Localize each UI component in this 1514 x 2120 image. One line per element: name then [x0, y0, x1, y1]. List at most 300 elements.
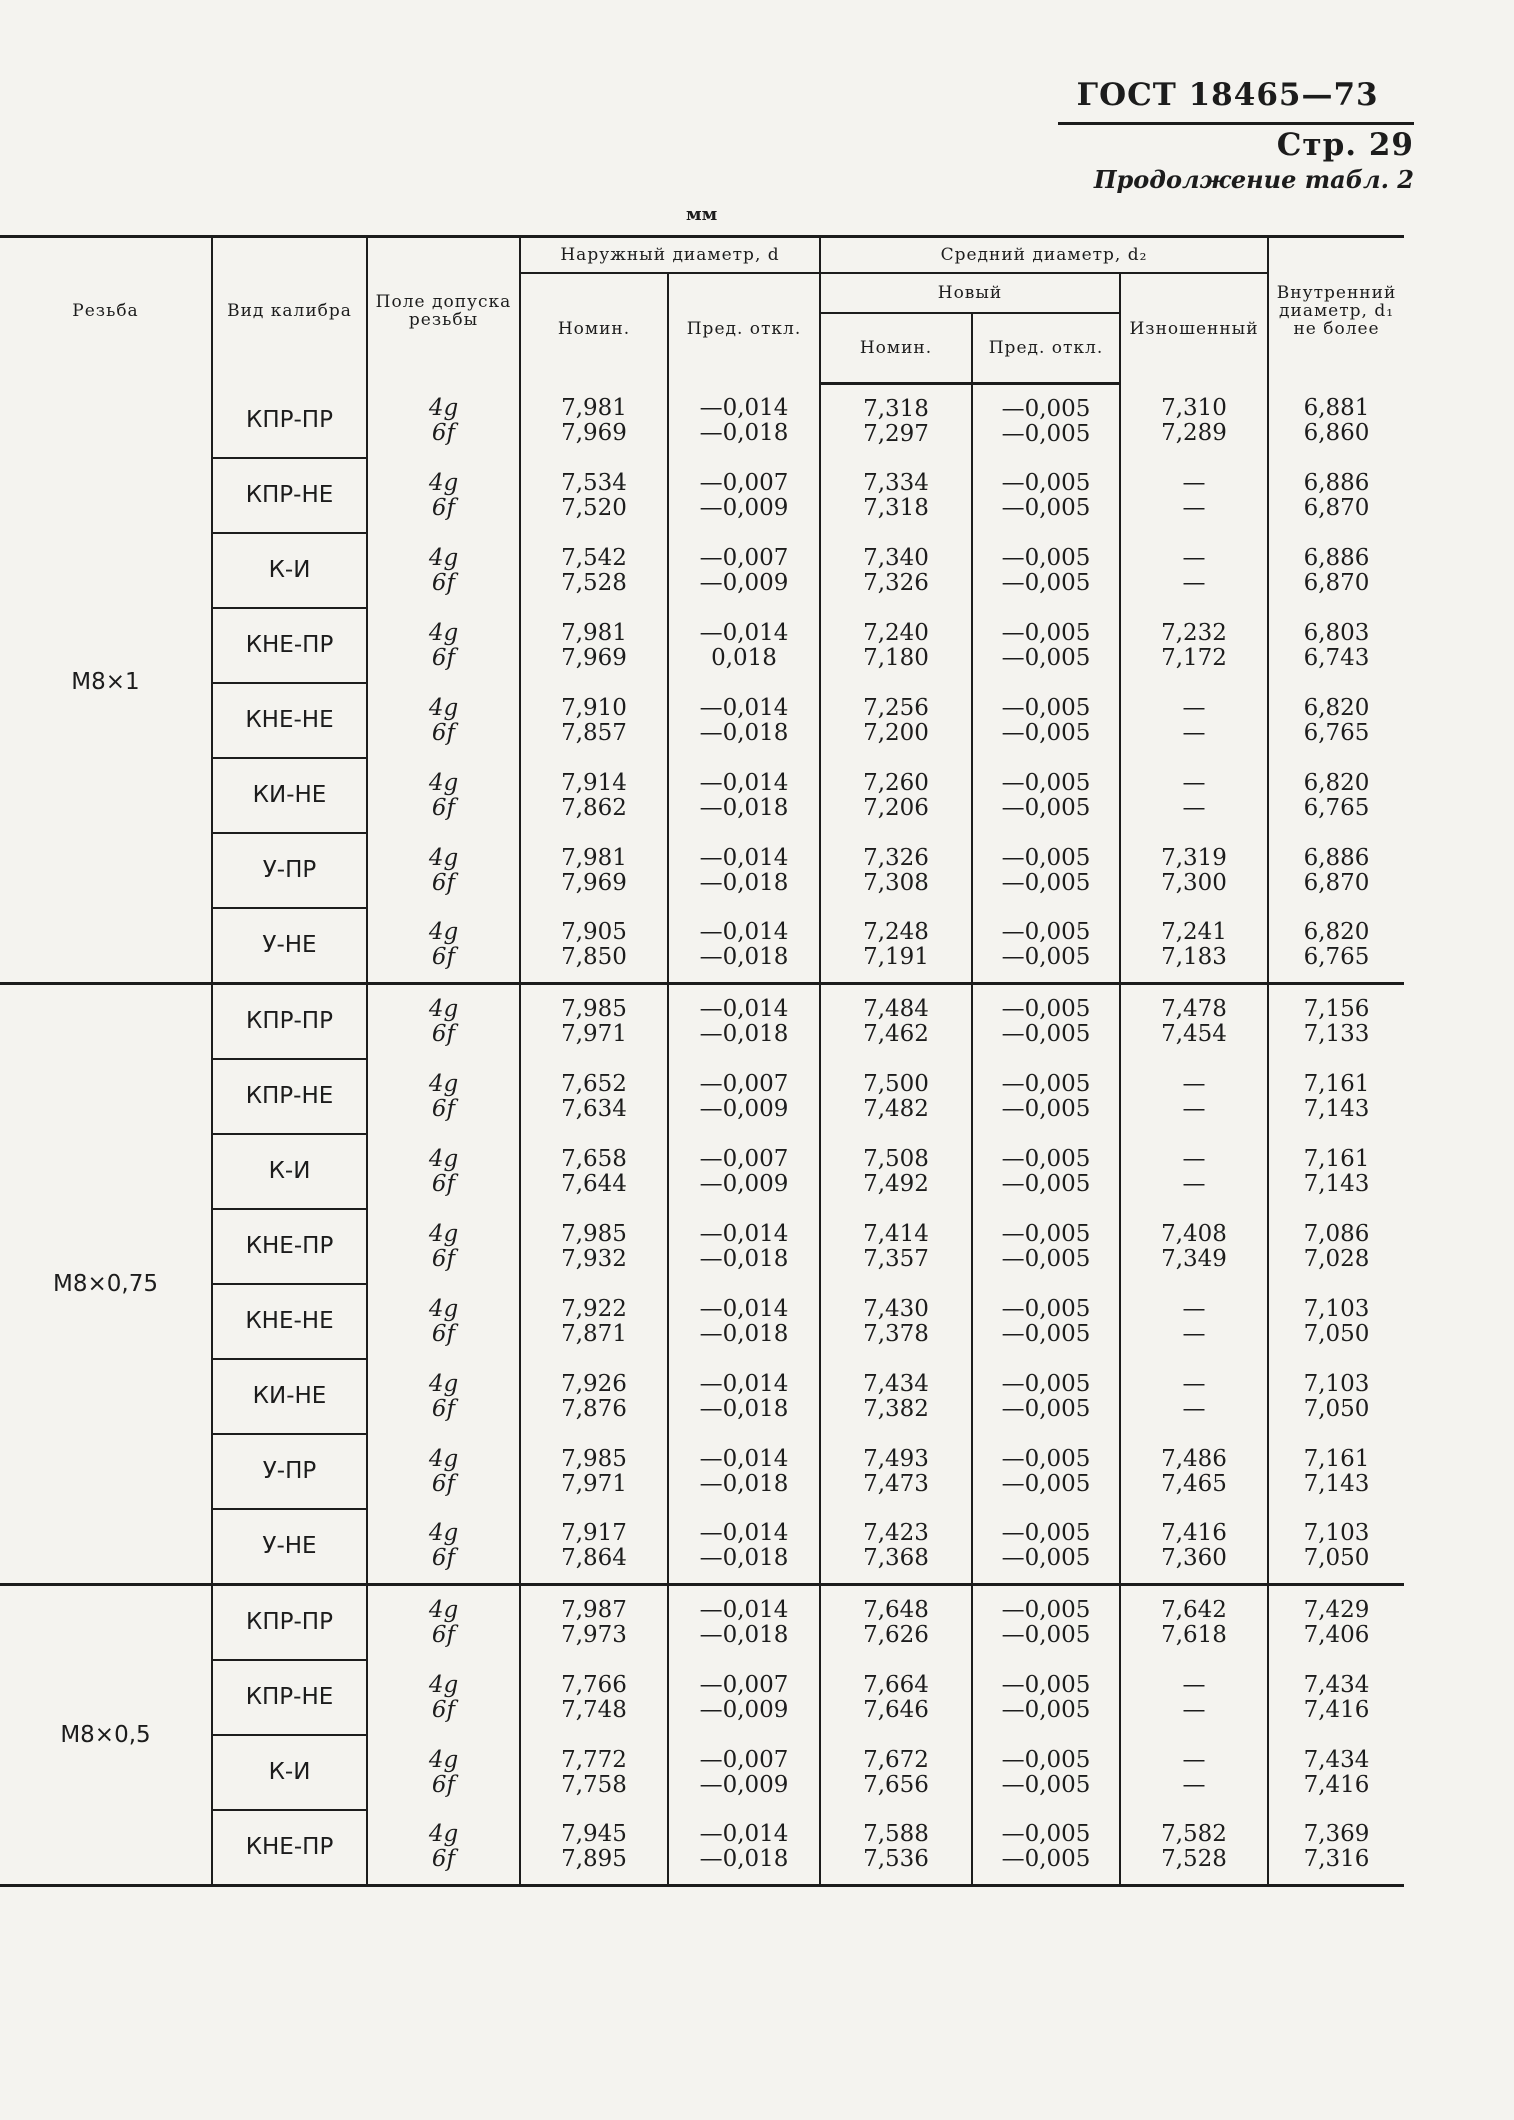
- pitch-deviation-value: —0,005: [1001, 569, 1091, 596]
- outer-nominal-value: 7,932: [561, 1245, 627, 1272]
- gauge-type: КНЕ-ПР: [212, 1810, 367, 1886]
- outer-nominal-value: 7,945: [561, 1821, 627, 1847]
- pitch-deviation: [972, 1284, 1120, 1359]
- outer-deviation-value: —0,007: [699, 1070, 789, 1097]
- col-pitch-new: Новый: [820, 273, 1120, 313]
- pitch-nominal: [820, 384, 972, 459]
- inner-diameter: [1268, 1509, 1404, 1585]
- outer-nominal: [520, 683, 668, 758]
- outer-deviation: [668, 683, 820, 758]
- outer-nominal-value: 7,766: [561, 1671, 627, 1698]
- pitch-worn: [1120, 1660, 1268, 1735]
- pitch-worn: [1120, 1134, 1268, 1209]
- outer-deviation-value: —0,009: [699, 494, 789, 521]
- pitch-nominal-value: 7,318: [863, 395, 929, 422]
- pitch-worn-value: 7,349: [1161, 1245, 1227, 1272]
- pitch-worn-value: —: [1182, 469, 1206, 496]
- pitch-worn: [1120, 833, 1268, 908]
- pitch-nominal-value: 7,378: [863, 1320, 929, 1347]
- outer-nominal: [520, 533, 668, 608]
- pitch-deviation: [972, 908, 1120, 984]
- pitch-deviation-value: —0,005: [1001, 694, 1091, 721]
- outer-deviation-value: 0,018: [711, 644, 777, 671]
- pitch-nominal: [820, 608, 972, 683]
- pitch-worn: [1120, 458, 1268, 533]
- outer-nominal: [520, 384, 668, 459]
- outer-nominal: [520, 1660, 668, 1735]
- outer-deviation: [668, 458, 820, 533]
- pitch-worn: [1120, 908, 1268, 984]
- pitch-nominal-value: 7,588: [863, 1821, 929, 1847]
- pitch-nominal: [820, 984, 972, 1060]
- outer-deviation-value: —0,018: [699, 869, 789, 896]
- outer-nominal-value: 7,914: [561, 769, 627, 796]
- tolerance-field: [367, 1134, 520, 1209]
- outer-deviation-value: —0,014: [699, 844, 789, 871]
- pitch-deviation-value: —0,005: [1001, 1070, 1091, 1097]
- outer-deviation-value: —0,009: [699, 1771, 789, 1798]
- gauge-type: КПР-ПР: [212, 384, 367, 459]
- pitch-deviation: [972, 758, 1120, 833]
- inner-diameter: [1268, 1810, 1404, 1886]
- pitch-deviation-value: —0,005: [1001, 395, 1091, 422]
- tolerance-field-value: 4g: [428, 1370, 459, 1397]
- pitch-deviation-value: —0,005: [1001, 944, 1091, 970]
- pitch-worn: [1120, 758, 1268, 833]
- table-row: [0, 984, 1404, 1060]
- outer-deviation: [668, 384, 820, 459]
- pitch-nominal: [820, 1059, 972, 1134]
- pitch-worn-value: 7,642: [1161, 1597, 1227, 1623]
- tolerance-field: [367, 533, 520, 608]
- outer-nominal-value: 7,520: [561, 494, 627, 521]
- pitch-deviation-value: —0,005: [1001, 494, 1091, 521]
- outer-deviation-value: —0,007: [699, 544, 789, 571]
- outer-deviation-value: —0,014: [699, 1597, 789, 1623]
- outer-deviation-value: —0,018: [699, 1545, 789, 1571]
- pitch-nominal: [820, 683, 972, 758]
- pitch-nominal-value: 7,492: [863, 1170, 929, 1197]
- inner-diameter-value: 6,886: [1303, 544, 1370, 571]
- pitch-deviation-value: —0,005: [1001, 1597, 1091, 1623]
- inner-diameter-value: 7,161: [1303, 1445, 1370, 1472]
- gost-number: ГОСТ 18465—73: [1076, 77, 1379, 113]
- col-outer-diameter: Наружный диаметр, d: [520, 237, 820, 274]
- pitch-worn-value: 7,416: [1161, 1520, 1227, 1546]
- inner-diameter-value: 6,870: [1303, 569, 1370, 596]
- pitch-nominal-value: 7,672: [863, 1746, 929, 1773]
- outer-nominal-value: 7,758: [561, 1771, 627, 1798]
- pitch-worn-value: 7,183: [1161, 944, 1227, 970]
- tolerance-field: [367, 1585, 520, 1661]
- tolerance-field-value: 6f: [431, 569, 456, 596]
- pitch-deviation: [972, 1359, 1120, 1434]
- outer-nominal: [520, 1509, 668, 1585]
- inner-diameter-value: 7,086: [1303, 1220, 1370, 1247]
- col-pitch-worn: Изношенный: [1120, 273, 1268, 384]
- outer-deviation-value: —0,014: [699, 919, 789, 945]
- outer-deviation-value: —0,014: [699, 1370, 789, 1397]
- pitch-deviation: [972, 1660, 1120, 1735]
- pitch-nominal: [820, 1735, 972, 1810]
- gauge-type: КНЕ-НЕ: [212, 683, 367, 758]
- pitch-nominal-value: 7,656: [863, 1771, 929, 1798]
- tolerance-field-value: 4g: [428, 1671, 459, 1698]
- outer-nominal: [520, 1134, 668, 1209]
- gauge-type: К-И: [212, 1735, 367, 1810]
- tolerance-field: [367, 1509, 520, 1585]
- outer-nominal-value: 7,969: [561, 419, 627, 446]
- pitch-worn-value: 7,528: [1161, 1846, 1227, 1872]
- thread-label: M8×1: [0, 384, 212, 984]
- gauge-table: [0, 235, 1404, 1887]
- pitch-worn-value: —: [1182, 1070, 1206, 1097]
- pitch-deviation-value: —0,005: [1001, 1671, 1091, 1698]
- col-gauge-type: Вид калибра: [212, 237, 367, 384]
- outer-deviation-value: —0,007: [699, 1746, 789, 1773]
- pitch-nominal-value: 7,493: [863, 1445, 929, 1472]
- pitch-nominal-value: 7,664: [863, 1671, 929, 1698]
- pitch-worn-value: 7,478: [1161, 996, 1227, 1022]
- outer-nominal: [520, 833, 668, 908]
- outer-deviation-value: —0,014: [699, 394, 789, 421]
- outer-nominal: [520, 908, 668, 984]
- outer-deviation-value: —0,014: [699, 1821, 789, 1847]
- outer-nominal: [520, 1059, 668, 1134]
- pitch-worn-value: —: [1182, 1696, 1206, 1723]
- table-row: [0, 1585, 1404, 1661]
- pitch-worn: [1120, 1359, 1268, 1434]
- pitch-worn-value: —: [1182, 494, 1206, 521]
- tolerance-field-value: 4g: [428, 844, 459, 871]
- pitch-worn-value: 7,582: [1161, 1821, 1227, 1847]
- pitch-deviation-value: —0,005: [1001, 1821, 1091, 1847]
- pitch-deviation-value: —0,005: [1001, 1095, 1091, 1122]
- gauge-type: КНЕ-ПР: [212, 608, 367, 683]
- inner-diameter-value: 6,743: [1303, 644, 1370, 671]
- inner-diameter-value: 7,161: [1303, 1070, 1370, 1097]
- pitch-nominal-value: 7,191: [863, 944, 929, 970]
- inner-diameter-value: 7,369: [1303, 1821, 1370, 1847]
- gauge-type: К-И: [212, 1134, 367, 1209]
- pitch-worn-value: —: [1182, 1671, 1206, 1698]
- inner-diameter-value: 7,103: [1303, 1370, 1370, 1397]
- outer-deviation-value: —0,014: [699, 1445, 789, 1472]
- inner-diameter-value: 7,429: [1303, 1597, 1370, 1623]
- pitch-nominal-value: 7,308: [863, 869, 929, 896]
- outer-deviation: [668, 608, 820, 683]
- pitch-nominal-value: 7,357: [863, 1245, 929, 1272]
- pitch-deviation-value: —0,005: [1001, 719, 1091, 746]
- tolerance-field-value: 6f: [431, 794, 456, 821]
- outer-nominal-value: 7,772: [561, 1746, 627, 1773]
- outer-deviation-value: —0,007: [699, 1145, 789, 1172]
- pitch-nominal: [820, 1810, 972, 1886]
- outer-nominal: [520, 758, 668, 833]
- outer-deviation-value: —0,007: [699, 469, 789, 496]
- outer-nominal-value: 7,871: [561, 1320, 627, 1347]
- tolerance-field-value: 4g: [428, 394, 459, 421]
- pitch-deviation: [972, 608, 1120, 683]
- pitch-worn-value: 7,486: [1161, 1445, 1227, 1472]
- col-tolerance: Поле допуска резьбы: [367, 237, 520, 384]
- outer-nominal-value: 7,922: [561, 1295, 627, 1322]
- outer-deviation-value: —0,018: [699, 1021, 789, 1047]
- gauge-type: КНЕ-ПР: [212, 1209, 367, 1284]
- pitch-nominal-value: 7,500: [863, 1070, 929, 1097]
- pitch-worn: [1120, 384, 1268, 459]
- outer-deviation-value: —0,018: [699, 1395, 789, 1422]
- pitch-nominal: [820, 1434, 972, 1509]
- outer-deviation-value: —0,018: [699, 1470, 789, 1497]
- pitch-nominal: [820, 833, 972, 908]
- outer-deviation-value: —0,014: [699, 769, 789, 796]
- inner-diameter: [1268, 1359, 1404, 1434]
- gauge-type: КПР-ПР: [212, 984, 367, 1060]
- gauge-type: У-НЕ: [212, 908, 367, 984]
- pitch-deviation-value: —0,005: [1001, 844, 1091, 871]
- pitch-nominal-value: 7,206: [863, 794, 929, 821]
- table-body: [0, 384, 1404, 1886]
- tolerance-field-value: 4g: [428, 1746, 459, 1773]
- inner-diameter-value: 6,820: [1303, 694, 1370, 721]
- outer-nominal: [520, 1209, 668, 1284]
- pitch-deviation: [972, 1735, 1120, 1810]
- inner-diameter-value: 7,143: [1303, 1170, 1370, 1197]
- inner-diameter: [1268, 683, 1404, 758]
- outer-deviation-value: —0,014: [699, 996, 789, 1022]
- tolerance-field-value: 6f: [431, 494, 456, 521]
- inner-diameter: [1268, 1735, 1404, 1810]
- pitch-worn: [1120, 984, 1268, 1060]
- inner-diameter-value: 6,870: [1303, 869, 1370, 896]
- inner-diameter: [1268, 984, 1404, 1060]
- table-row: [0, 384, 1404, 459]
- pitch-worn-value: —: [1182, 1370, 1206, 1397]
- inner-diameter: [1268, 833, 1404, 908]
- outer-nominal-value: 7,542: [561, 544, 627, 571]
- outer-nominal-value: 7,634: [561, 1095, 627, 1122]
- inner-diameter: [1268, 608, 1404, 683]
- pitch-deviation: [972, 1585, 1120, 1661]
- pitch-deviation-value: —0,005: [1001, 1170, 1091, 1197]
- tolerance-field-value: 6f: [431, 1320, 456, 1347]
- pitch-deviation-value: —0,005: [1001, 1771, 1091, 1798]
- pitch-deviation: [972, 1134, 1120, 1209]
- outer-nominal: [520, 1810, 668, 1886]
- tolerance-field-value: 4g: [428, 1070, 459, 1097]
- outer-deviation: [668, 984, 820, 1060]
- outer-deviation-value: —0,014: [699, 1520, 789, 1546]
- outer-deviation: [668, 533, 820, 608]
- pitch-worn-value: —: [1182, 1771, 1206, 1798]
- inner-diameter-value: 7,133: [1303, 1021, 1370, 1047]
- inner-diameter-value: 7,434: [1303, 1746, 1370, 1773]
- outer-deviation: [668, 1509, 820, 1585]
- tolerance-field-value: 4g: [428, 1520, 459, 1546]
- tolerance-field-value: 4g: [428, 919, 459, 945]
- outer-deviation-value: —0,014: [699, 1220, 789, 1247]
- page-header: [1058, 70, 1414, 163]
- pitch-nominal-value: 7,648: [863, 1597, 929, 1623]
- pitch-deviation-value: —0,005: [1001, 644, 1091, 671]
- outer-deviation-value: —0,018: [699, 944, 789, 970]
- col-inner-diameter: Внутренний диаметр, d₁ не более: [1268, 237, 1404, 384]
- pitch-worn: [1120, 1434, 1268, 1509]
- outer-nominal: [520, 458, 668, 533]
- outer-nominal: [520, 1359, 668, 1434]
- inner-diameter: [1268, 458, 1404, 533]
- thread-label: M8×0,75: [0, 984, 212, 1585]
- tolerance-field-value: 6f: [431, 1095, 456, 1122]
- inner-diameter-value: 7,161: [1303, 1145, 1370, 1172]
- outer-nominal-value: 7,534: [561, 469, 627, 496]
- pitch-worn: [1120, 1735, 1268, 1810]
- pitch-nominal-value: 7,423: [863, 1520, 929, 1546]
- inner-diameter: [1268, 1284, 1404, 1359]
- inner-diameter-value: 6,820: [1303, 919, 1370, 945]
- tolerance-field: [367, 1660, 520, 1735]
- col-pitch-nominal: Номин.: [820, 313, 972, 384]
- tolerance-field-value: 4g: [428, 619, 459, 646]
- tolerance-field-value: 6f: [431, 1021, 456, 1047]
- pitch-deviation: [972, 1810, 1120, 1886]
- pitch-worn-value: 7,408: [1161, 1220, 1227, 1247]
- pitch-nominal-value: 7,434: [863, 1370, 929, 1397]
- outer-nominal-value: 7,969: [561, 869, 627, 896]
- tolerance-field: [367, 458, 520, 533]
- inner-diameter-value: 7,143: [1303, 1470, 1370, 1497]
- outer-deviation: [668, 1359, 820, 1434]
- inner-diameter-value: 6,820: [1303, 769, 1370, 796]
- pitch-nominal: [820, 1660, 972, 1735]
- pitch-nominal-value: 7,430: [863, 1295, 929, 1322]
- outer-nominal-value: 7,969: [561, 644, 627, 671]
- pitch-worn-value: 7,618: [1161, 1622, 1227, 1648]
- pitch-worn-value: 7,319: [1161, 844, 1227, 871]
- pitch-worn: [1120, 1810, 1268, 1886]
- pitch-nominal-value: 7,200: [863, 719, 929, 746]
- pitch-deviation: [972, 1209, 1120, 1284]
- pitch-nominal: [820, 458, 972, 533]
- tolerance-field-value: 6f: [431, 1846, 456, 1872]
- tolerance-field-value: 6f: [431, 419, 456, 446]
- col-thread: Резьба: [0, 237, 212, 384]
- outer-deviation: [668, 1209, 820, 1284]
- pitch-worn: [1120, 608, 1268, 683]
- inner-diameter: [1268, 758, 1404, 833]
- outer-deviation-value: —0,018: [699, 719, 789, 746]
- outer-deviation-value: —0,018: [699, 1320, 789, 1347]
- outer-nominal-value: 7,987: [561, 1597, 627, 1623]
- pitch-deviation-value: —0,005: [1001, 1520, 1091, 1546]
- tolerance-field-value: 6f: [431, 719, 456, 746]
- pitch-deviation-value: —0,005: [1001, 869, 1091, 896]
- outer-deviation: [668, 908, 820, 984]
- pitch-nominal-value: 7,326: [863, 844, 929, 871]
- pitch-worn-value: —: [1182, 769, 1206, 796]
- tolerance-field-value: 4g: [428, 1295, 459, 1322]
- col-pitch-deviation: Пред. откл.: [972, 313, 1120, 384]
- outer-nominal-value: 7,971: [561, 1470, 627, 1497]
- pitch-deviation: [972, 833, 1120, 908]
- pitch-deviation-value: —0,005: [1001, 1220, 1091, 1247]
- inner-diameter: [1268, 533, 1404, 608]
- pitch-deviation-value: —0,005: [1001, 996, 1091, 1022]
- gauge-type: У-НЕ: [212, 1509, 367, 1585]
- outer-nominal: [520, 1735, 668, 1810]
- inner-diameter-value: 7,316: [1303, 1846, 1370, 1872]
- pitch-nominal-value: 7,256: [863, 694, 929, 721]
- inner-diameter-value: 7,050: [1303, 1320, 1370, 1347]
- pitch-nominal: [820, 1509, 972, 1585]
- pitch-worn-value: —: [1182, 794, 1206, 821]
- outer-nominal-value: 7,876: [561, 1395, 627, 1422]
- outer-nominal-value: 7,917: [561, 1520, 627, 1546]
- inner-diameter-value: 7,156: [1303, 996, 1370, 1022]
- tolerance-field-value: 6f: [431, 1170, 456, 1197]
- tolerance-field-value: 6f: [431, 944, 456, 970]
- inner-diameter-value: 7,103: [1303, 1520, 1370, 1546]
- pitch-nominal-value: 7,473: [863, 1470, 929, 1497]
- outer-nominal-value: 7,528: [561, 569, 627, 596]
- pitch-nominal: [820, 1585, 972, 1661]
- outer-nominal-value: 7,905: [561, 919, 627, 945]
- pitch-worn-value: 7,241: [1161, 919, 1227, 945]
- tolerance-field: [367, 384, 520, 459]
- pitch-deviation: [972, 533, 1120, 608]
- pitch-deviation-value: —0,005: [1001, 1295, 1091, 1322]
- col-outer-deviation: Пред. откл.: [668, 273, 820, 384]
- outer-nominal: [520, 984, 668, 1060]
- pitch-worn-value: 7,232: [1161, 619, 1227, 646]
- pitch-deviation-value: —0,005: [1001, 544, 1091, 571]
- inner-diameter: [1268, 1585, 1404, 1661]
- pitch-deviation-value: —0,005: [1001, 1545, 1091, 1571]
- pitch-worn-value: —: [1182, 1170, 1206, 1197]
- inner-diameter-value: 6,765: [1303, 944, 1370, 970]
- tolerance-field: [367, 1209, 520, 1284]
- outer-nominal-value: 7,748: [561, 1696, 627, 1723]
- inner-diameter-value: 6,860: [1303, 419, 1370, 446]
- gauge-type: КИ-НЕ: [212, 758, 367, 833]
- pitch-nominal-value: 7,462: [863, 1021, 929, 1047]
- page-number: Стр. 29: [1276, 127, 1414, 163]
- inner-diameter-value: 6,870: [1303, 494, 1370, 521]
- pitch-deviation-value: —0,005: [1001, 1245, 1091, 1272]
- pitch-nominal-value: 7,180: [863, 644, 929, 671]
- outer-nominal-value: 7,985: [561, 996, 627, 1022]
- tolerance-field-value: 4g: [428, 1597, 459, 1623]
- tolerance-field: [367, 984, 520, 1060]
- gauge-type: КПР-НЕ: [212, 1059, 367, 1134]
- pitch-worn-value: 7,454: [1161, 1021, 1227, 1047]
- outer-deviation-value: —0,018: [699, 1622, 789, 1648]
- gauge-type: КПР-ПР: [212, 1585, 367, 1661]
- tolerance-field-value: 6f: [431, 1622, 456, 1648]
- outer-deviation-value: —0,018: [699, 1245, 789, 1272]
- inner-diameter-value: 7,050: [1303, 1545, 1370, 1571]
- pitch-worn-value: 7,310: [1161, 394, 1227, 421]
- pitch-nominal: [820, 1359, 972, 1434]
- outer-nominal-value: 7,910: [561, 694, 627, 721]
- pitch-deviation: [972, 384, 1120, 459]
- tolerance-field-value: 4g: [428, 996, 459, 1022]
- outer-deviation-value: —0,018: [699, 1846, 789, 1872]
- pitch-nominal-value: 7,326: [863, 569, 929, 596]
- pitch-deviation-value: —0,005: [1001, 420, 1091, 447]
- tolerance-field-value: 4g: [428, 544, 459, 571]
